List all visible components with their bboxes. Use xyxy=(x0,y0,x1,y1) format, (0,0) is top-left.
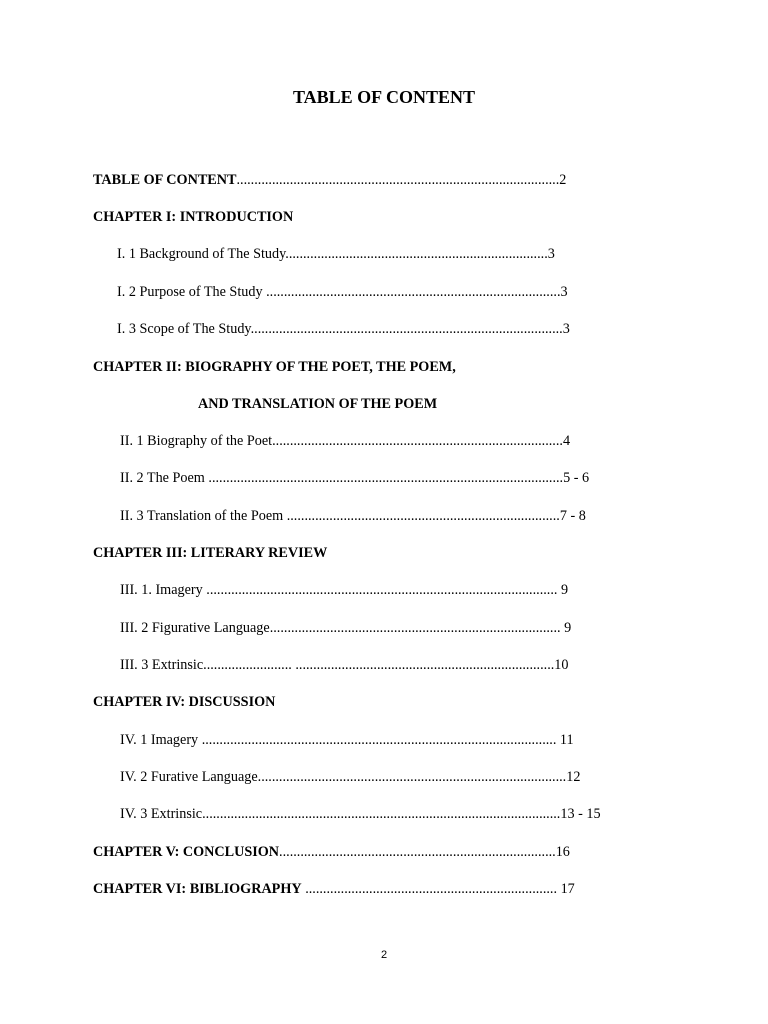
toc-page-ref: 4 xyxy=(562,433,571,449)
toc-leader-dots: .............................................................................. xyxy=(279,844,556,860)
toc-page-ref: 9 xyxy=(560,620,572,636)
toc-page-ref: 5 - 6 xyxy=(563,470,590,486)
toc-page-ref: 9 xyxy=(557,582,569,598)
toc-leader-dots: ......................... ......................................................................... xyxy=(203,657,555,673)
toc-leader-dots: .................................................................................. xyxy=(272,433,563,449)
toc-page-ref: 13 - 15 xyxy=(560,806,601,822)
toc-entry xyxy=(120,768,580,786)
toc-leader-dots: ............................................................................. xyxy=(283,508,560,524)
toc-leader-dots: ................................................................................... xyxy=(262,284,561,300)
page-number: 2 xyxy=(380,949,388,961)
toc-page-ref: 2 xyxy=(559,172,567,188)
toc-entry xyxy=(117,320,570,338)
toc-page-ref: 10 xyxy=(554,657,569,673)
toc-leader-dots: ....................................................................... xyxy=(301,881,558,897)
toc-entry-text: TABLE OF CONTENT xyxy=(93,172,237,188)
toc-entry-text: II. 3 Translation of the Poem xyxy=(120,508,284,524)
toc-page-ref: 3 xyxy=(560,284,568,300)
toc-leader-dots: .......................................................................... xyxy=(285,246,548,262)
toc-entry-text: IV. 3 Extrinsic xyxy=(120,806,203,822)
toc-page-ref: 3 xyxy=(547,246,555,262)
chapter-heading: CHAPTER II: BIOGRAPHY OF THE POET, THE POEM, xyxy=(93,359,456,375)
toc-leader-dots: .................................................................................................... xyxy=(198,732,557,748)
toc-entry xyxy=(120,805,601,823)
toc-entry-text: III. 1. Imagery xyxy=(120,582,203,598)
chapter-heading: CHAPTER III: LITERARY REVIEW xyxy=(93,545,328,561)
toc-entry xyxy=(120,507,586,525)
chapter-heading: CHAPTER IV: DISCUSSION xyxy=(93,694,276,710)
toc-page-ref: 11 xyxy=(556,732,574,748)
toc-entry-conclusion xyxy=(93,843,570,861)
toc-entry-text: I. 2 Purpose of The Study xyxy=(117,284,263,300)
toc-leader-dots: .................................................................................. xyxy=(269,620,561,636)
toc-entry xyxy=(120,432,570,450)
toc-leader-dots: .................................................................................................... xyxy=(204,470,564,486)
chapter-heading-continued: AND TRANSLATION OF THE POEM xyxy=(198,396,438,412)
toc-entry-text: CHAPTER V: CONCLUSION xyxy=(93,844,280,860)
toc-entry xyxy=(117,283,568,301)
toc-entry xyxy=(120,619,571,637)
toc-leader-dots: ....................................................................................... xyxy=(257,769,567,785)
toc-leader-dots: ..................................................................................................... xyxy=(202,806,561,822)
page-title: TABLE OF CONTENT xyxy=(292,87,476,107)
toc-entry xyxy=(120,581,568,599)
toc-leader-dots: ........................................................................................ xyxy=(250,321,563,337)
toc-leader-dots: ................................................................................................... xyxy=(202,582,558,598)
toc-entry-text: III. 2 Figurative Language xyxy=(120,620,270,636)
toc-leader-dots: ........................................................................................... xyxy=(236,172,560,188)
toc-entry-text: IV. 2 Furative Language xyxy=(120,769,258,785)
toc-entry-text: I. 1 Background of The Study xyxy=(117,246,286,262)
chapter-heading: CHAPTER I: INTRODUCTION xyxy=(93,209,294,225)
toc-entry-table-of-content xyxy=(93,171,566,189)
toc-entry-text: II. 2 The Poem xyxy=(120,470,205,486)
toc-entry-text: CHAPTER VI: BIBLIOGRAPHY xyxy=(93,881,302,897)
toc-page-ref: 3 xyxy=(562,321,570,337)
toc-entry-text: I. 3 Scope of The Study xyxy=(117,321,251,337)
toc-entry-bibliography xyxy=(93,880,575,898)
toc-entry xyxy=(117,245,555,263)
toc-page-ref: 17 xyxy=(557,881,575,897)
toc-entry xyxy=(120,656,568,674)
toc-entry xyxy=(120,469,589,487)
toc-entry xyxy=(120,731,574,749)
toc-page-ref: 7 - 8 xyxy=(559,508,586,524)
toc-entry-text: III. 3 Extrinsic xyxy=(120,657,204,673)
toc-page-ref: 16 xyxy=(555,844,570,860)
toc-entry-text: IV. 1 Imagery xyxy=(120,732,199,748)
toc-entry-text: II. 1 Biography of the Poet xyxy=(120,433,273,449)
toc-page-ref: 12 xyxy=(566,769,581,785)
